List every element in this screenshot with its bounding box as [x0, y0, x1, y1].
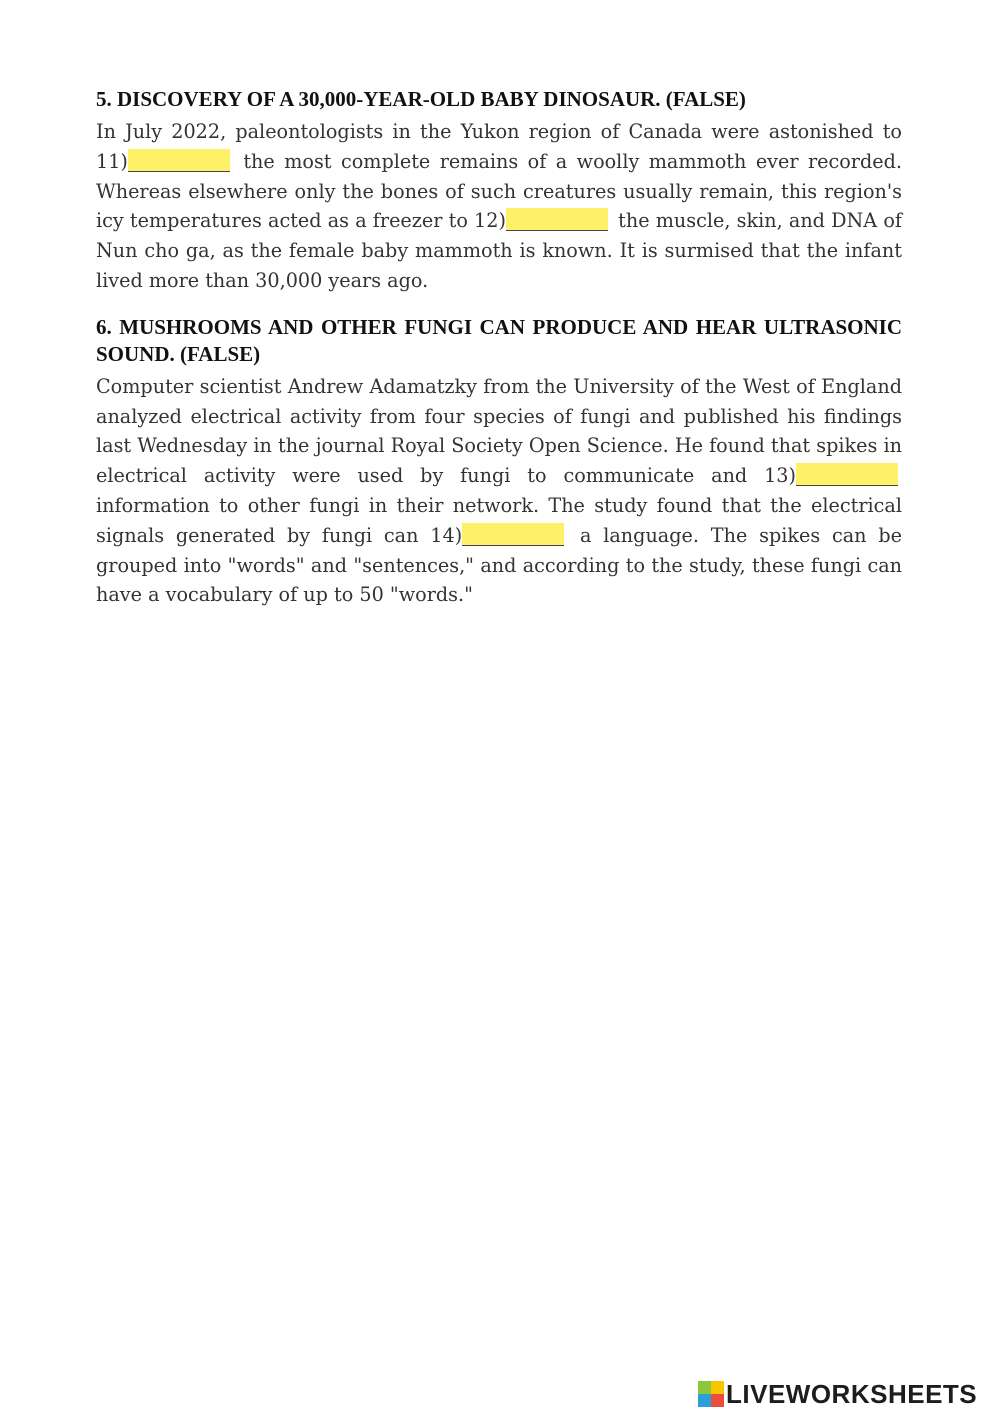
section-6-text-a: Computer scientist Andrew Adamatzky from the University of the West of England analyzed electrical activity from four species of fungi and published his findings last Wednesday in the journal Royal Society Open Science. He found that spikes in electrical activity were used by fungi to communicate and	[96, 374, 902, 488]
section-6-text-c: a language. The spikes can be grouped into "words" and "sentences," and according to the study, these fungi can have a vocabulary of up to 50 "words."	[96, 523, 902, 607]
liveworksheets-logo-icon	[698, 1381, 724, 1407]
blank-13-input[interactable]	[796, 463, 898, 486]
blank-11-label: 11)	[96, 149, 128, 173]
blank-11-input[interactable]	[128, 149, 230, 172]
section-6-heading: 6. MUSHROOMS AND OTHER FUNGI CAN PRODUCE AND HEAR ULTRASONIC SOUND. (FALSE)	[96, 314, 902, 366]
blank-14-label: 14)	[430, 523, 463, 547]
liveworksheets-logo-text: LIVEWORKSHEETS	[726, 1378, 978, 1409]
section-6-paragraph	[96, 372, 902, 610]
blank-13-label: 13)	[764, 464, 796, 488]
section-6-text-b: information to other fungi in their network. The study found that the electrical signals generated by fungi can	[96, 493, 902, 547]
blank-12-label: 12)	[474, 209, 506, 233]
section-5-text-c: the muscle, skin, and DNA of Nun cho ga, as the female baby mammoth is known. It is surmised that the infant lived more than 30,000 years ago.	[96, 209, 902, 292]
blank-12-input[interactable]	[506, 208, 608, 231]
section-5-paragraph	[96, 117, 902, 296]
section-5-heading: 5. DISCOVERY OF A 30,000-YEAR-OLD BABY DINOSAUR. (FALSE)	[96, 87, 746, 111]
section-5-text-a: In July 2022, paleontologists in the Yukon region of Canada were astonished to	[96, 120, 902, 143]
blank-14-input[interactable]	[462, 523, 564, 546]
section-5-text-b: the most complete remains of a woolly mammoth ever recorded. Whereas elsewhere only the bones of such creatures usually remain, this region's icy temperatures acted as a freezer to	[96, 149, 902, 233]
liveworksheets-logo	[698, 1377, 977, 1411]
worksheet-page	[96, 86, 902, 610]
